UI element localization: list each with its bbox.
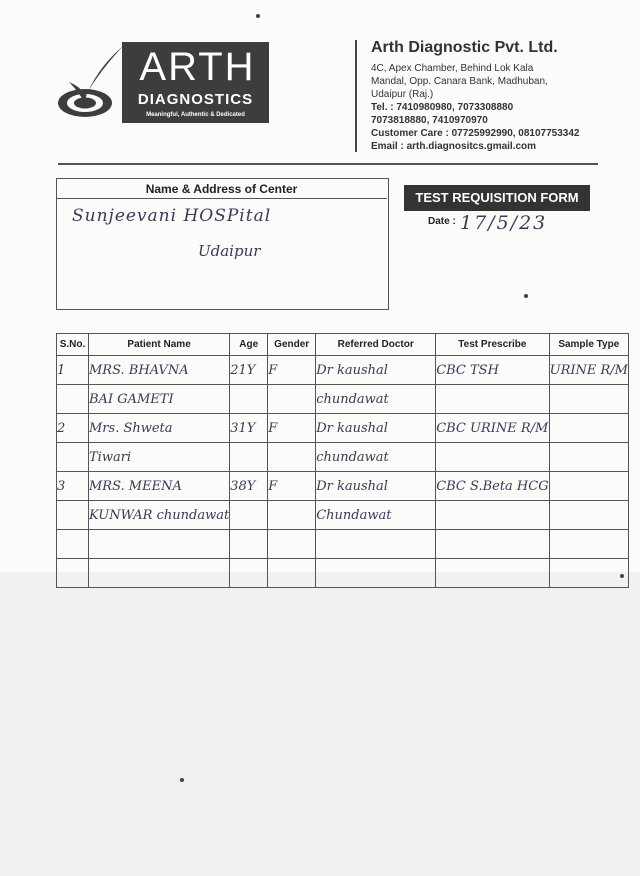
email: Email : arth.diagnositcs.gmail.com	[371, 141, 537, 152]
date-label: Date :	[428, 216, 456, 227]
header-divider	[355, 40, 357, 152]
tel-line-2: 7073818880, 7410970970	[371, 115, 488, 126]
table-row	[57, 530, 629, 559]
cell-test-prescribe	[436, 385, 549, 414]
customer-care: Customer Care : 07725992990, 08107753342	[371, 128, 580, 139]
cell-gender	[268, 385, 316, 414]
cell-test-prescribe	[436, 530, 549, 559]
paper-lower-area	[0, 572, 640, 876]
scan-speck	[620, 574, 624, 578]
cell-sample-type	[549, 559, 628, 588]
cell-sno	[57, 530, 89, 559]
center-city: Udaipur	[198, 242, 261, 260]
address-line-3: Udaipur (Raj.)	[371, 89, 434, 100]
address-line-2: Mandal, Opp. Canara Bank, Madhuban,	[371, 76, 548, 87]
cell-patient-name	[89, 559, 230, 588]
cell-test-prescribe: CBC URINE R/M	[436, 414, 549, 443]
cell-age	[230, 385, 268, 414]
cell-patient-name: MRS. BHAVNA	[89, 356, 230, 385]
cell-sample-type	[549, 385, 628, 414]
cell-patient-name: Tiwari	[89, 443, 230, 472]
cell-sno	[57, 501, 89, 530]
cell-gender: F	[268, 356, 316, 385]
cell-sample-type	[549, 414, 628, 443]
cell-sno	[57, 385, 89, 414]
cell-gender	[268, 501, 316, 530]
cell-sno	[57, 443, 89, 472]
cell-gender: F	[268, 472, 316, 501]
cell-sample-type	[549, 530, 628, 559]
cell-age: 31Y	[230, 414, 268, 443]
cell-sample-type	[549, 501, 628, 530]
cell-age	[230, 501, 268, 530]
date-value: 17/5/23	[460, 212, 548, 234]
cell-test-prescribe: CBC TSH	[436, 356, 549, 385]
cell-sno: 2	[57, 414, 89, 443]
col-header-patient-name: Patient Name	[89, 334, 230, 356]
table-row	[57, 385, 629, 414]
cell-gender	[268, 443, 316, 472]
center-name: Sunjeevani HOSPital	[72, 206, 272, 226]
cell-sample-type: URINE R/M	[549, 356, 628, 385]
cell-gender	[268, 559, 316, 588]
cell-gender: F	[268, 414, 316, 443]
cell-test-prescribe	[436, 501, 549, 530]
cell-sample-type	[549, 472, 628, 501]
cell-test-prescribe	[436, 559, 549, 588]
cell-referred-doctor: chundawat	[316, 443, 436, 472]
cell-referred-doctor	[316, 530, 436, 559]
cell-patient-name	[89, 530, 230, 559]
cell-sno: 1	[57, 356, 89, 385]
cell-patient-name: MRS. MEENA	[89, 472, 230, 501]
patient-table	[56, 333, 629, 588]
cell-age	[230, 443, 268, 472]
cell-age	[230, 530, 268, 559]
table-row	[57, 501, 629, 530]
cell-patient-name: KUNWAR chundawat	[89, 501, 230, 530]
table-row	[57, 472, 629, 501]
company-name: Arth Diagnostic Pvt. Ltd.	[371, 39, 558, 56]
table-row	[57, 414, 629, 443]
cell-referred-doctor: Chundawat	[316, 501, 436, 530]
cell-referred-doctor: chundawat	[316, 385, 436, 414]
cell-patient-name: BAI GAMETI	[89, 385, 230, 414]
col-header-age: Age	[230, 334, 268, 356]
header-rule	[58, 163, 598, 165]
scan-speck	[180, 778, 184, 782]
col-header-referred-doctor: Referred Doctor	[316, 334, 436, 356]
cell-sno	[57, 559, 89, 588]
cell-sno: 3	[57, 472, 89, 501]
center-header: Name & Address of Center	[56, 178, 387, 199]
logo-tagline: Meaningful, Authentic & Dedicated	[146, 112, 245, 118]
logo-word: ARTH	[139, 45, 256, 89]
scan-speck	[524, 294, 528, 298]
col-header-gender: Gender	[268, 334, 316, 356]
table-header-row	[57, 334, 629, 356]
col-header-sample-type: Sample Type	[549, 334, 628, 356]
cell-patient-name: Mrs. Shweta	[89, 414, 230, 443]
cell-referred-doctor: Dr kaushal	[316, 414, 436, 443]
table-row	[57, 559, 629, 588]
col-header-test-prescribe: Test Prescribe	[436, 334, 549, 356]
cell-referred-doctor: Dr kaushal	[316, 472, 436, 501]
cell-test-prescribe	[436, 443, 549, 472]
cell-gender	[268, 530, 316, 559]
logo-sub: DIAGNOSTICS	[137, 91, 254, 108]
target-check-logo-icon	[55, 40, 127, 125]
tel-line-1: Tel. : 7410980980, 7073308880	[371, 102, 514, 113]
cell-age: 38Y	[230, 472, 268, 501]
cell-age	[230, 559, 268, 588]
cell-sample-type	[549, 443, 628, 472]
cell-referred-doctor: Dr kaushal	[316, 356, 436, 385]
cell-referred-doctor	[316, 559, 436, 588]
col-header-sno: S.No.	[57, 334, 89, 356]
cell-test-prescribe: CBC S.Beta HCG	[436, 472, 549, 501]
scan-speck	[256, 14, 260, 18]
cell-age: 21Y	[230, 356, 268, 385]
address-line-1: 4C, Apex Chamber, Behind Lok Kala	[371, 63, 534, 74]
form-title: TEST REQUISITION FORM	[404, 185, 590, 211]
table-row	[57, 443, 629, 472]
table-row	[57, 356, 629, 385]
